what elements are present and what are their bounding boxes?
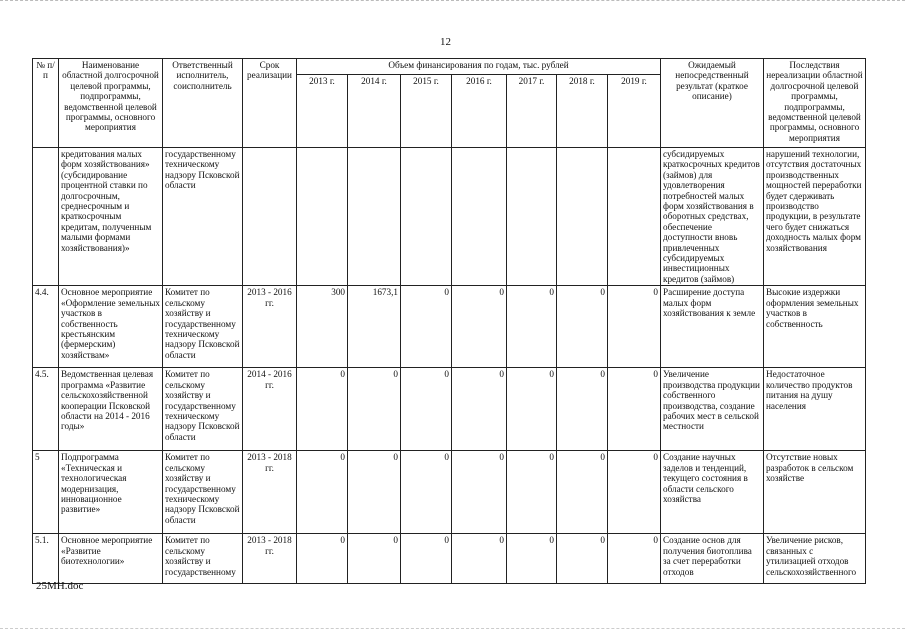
row-name: Основное мероприятие «Оформление земельных участков в собственность крестьянским (фермерским) хозяйствам» xyxy=(59,286,163,368)
row-name: кредитования малых форм хозяйствования» (субсидирование процентной ставки по долгосрочным, среднесрочным и краткосрочным кредитам, полученным малыми формами хозяйствования)» xyxy=(59,148,163,286)
row-value: 0 xyxy=(452,286,507,368)
footer-filename: 25MH.doc xyxy=(36,580,84,592)
row-executor: Комитет по сельскому хозяйству и государственному xyxy=(163,534,243,584)
row-number: 4.4. xyxy=(33,286,59,368)
row-value: 1673,1 xyxy=(348,286,401,368)
header-year: 2014 г. xyxy=(348,75,401,148)
row-executor: Комитет по сельскому хозяйству и государственному техническому надзору Псковской области xyxy=(163,451,243,534)
row-value: 0 xyxy=(348,451,401,534)
row-value: 0 xyxy=(557,451,608,534)
row-value xyxy=(452,148,507,286)
row-value: 0 xyxy=(608,368,661,451)
scan-edge-top xyxy=(0,0,905,6)
row-value: 0 xyxy=(608,286,661,368)
row-value: 0 xyxy=(452,451,507,534)
row-result: Расширение доступа малых форм хозяйствования к земле xyxy=(661,286,764,368)
row-consequence: нарушений технологии, отсутствия достаточных производственных мощностей переработки будет сдерживать производство продукции, в результате чего будет снижаться доходность малых форм хозяйствования xyxy=(764,148,866,286)
header-term: Срок реализации xyxy=(243,59,297,148)
row-consequence: Увеличение рисков, связанных с утилизацией отходов сельскохозяйственного xyxy=(764,534,866,584)
header-row xyxy=(33,59,866,75)
row-value xyxy=(348,148,401,286)
header-name: Наименование областной долгосрочной целевой программы, подпрограммы, ведомственной целевой программы, основного мероприятия xyxy=(59,59,163,148)
row-value: 0 xyxy=(297,534,348,584)
row-term xyxy=(243,148,297,286)
row-value: 0 xyxy=(401,286,452,368)
row-value: 0 xyxy=(401,534,452,584)
row-term: 2014 - 2016 гг. xyxy=(243,368,297,451)
table-row xyxy=(33,534,866,584)
header-result: Ожидаемый непосредственный результат (краткое описание) xyxy=(661,59,764,148)
page-number: 12 xyxy=(440,36,451,48)
header-volume: Объем финансирования по годам, тыс. рублей xyxy=(297,59,661,75)
header-consequence: Последствия нереализации областной долгосрочной целевой программы, подпрограммы, ведомственной целевой программы, основного мероприятия xyxy=(764,59,866,148)
row-consequence: Высокие издержки оформления земельных участков в собственность xyxy=(764,286,866,368)
header-year: 2017 г. xyxy=(507,75,557,148)
row-value: 0 xyxy=(452,368,507,451)
row-value: 300 xyxy=(297,286,348,368)
header-year: 2019 г. xyxy=(608,75,661,148)
row-value: 0 xyxy=(557,534,608,584)
row-consequence: Недостаточное количество продуктов питания на душу населения xyxy=(764,368,866,451)
table-row xyxy=(33,286,866,368)
row-number: 5 xyxy=(33,451,59,534)
row-value: 0 xyxy=(507,368,557,451)
row-value: 0 xyxy=(401,451,452,534)
row-value: 0 xyxy=(401,368,452,451)
scan-edge-bottom xyxy=(0,628,905,640)
table-row xyxy=(33,368,866,451)
header-year: 2018 г. xyxy=(557,75,608,148)
header-year: 2016 г. xyxy=(452,75,507,148)
row-executor: государственному техническому надзору Псковской области xyxy=(163,148,243,286)
row-number xyxy=(33,148,59,286)
row-name: Подпрограмма «Техническая и технологическая модернизация, инновационное развитие» xyxy=(59,451,163,534)
row-value: 0 xyxy=(608,534,661,584)
row-name: Ведомственная целевая программа «Развитие сельскохозяйственной кооперации Псковской области на 2014 - 2016 годы» xyxy=(59,368,163,451)
row-name: Основное мероприятие «Развитие биотехнологии» xyxy=(59,534,163,584)
row-value: 0 xyxy=(507,286,557,368)
row-value xyxy=(608,148,661,286)
row-executor: Комитет по сельскому хозяйству и государственному техническому надзору Псковской области xyxy=(163,368,243,451)
header-year: 2013 г. xyxy=(297,75,348,148)
row-value: 0 xyxy=(557,286,608,368)
row-value: 0 xyxy=(297,451,348,534)
row-value xyxy=(401,148,452,286)
row-value: 0 xyxy=(557,368,608,451)
row-result: Создание научных заделов и тенденций, текущего состояния в области сельского хозяйства xyxy=(661,451,764,534)
row-number: 5.1. xyxy=(33,534,59,584)
row-term: 2013 - 2018 гг. xyxy=(243,451,297,534)
row-term: 2013 - 2018 гг. xyxy=(243,534,297,584)
header-executor: Ответственный исполнитель, соисполнитель xyxy=(163,59,243,148)
row-result: Увеличение производства продукции собственного производства, создание рабочих мест в сельской местности xyxy=(661,368,764,451)
row-consequence: Отсутствие новых разработок в сельском хозяйстве xyxy=(764,451,866,534)
table-row xyxy=(33,451,866,534)
row-value xyxy=(297,148,348,286)
table-row xyxy=(33,148,866,286)
row-value: 0 xyxy=(348,368,401,451)
row-value: 0 xyxy=(507,534,557,584)
row-number: 4.5. xyxy=(33,368,59,451)
row-value xyxy=(507,148,557,286)
financing-table xyxy=(32,58,866,584)
row-result: субсидируемых краткосрочных кредитов (займов) для удовлетворения потребностей малых форм хозяйствования в оборотных средствах, обеспечение доступности вновь привлеченных субсидируемых инвестиционных кредитов (займов) xyxy=(661,148,764,286)
row-result: Создание основ для получения биотоплива за счет переработки отходов xyxy=(661,534,764,584)
row-value: 0 xyxy=(608,451,661,534)
header-year: 2015 г. xyxy=(401,75,452,148)
header-no: № п/п xyxy=(33,59,59,148)
row-value: 0 xyxy=(452,534,507,584)
row-value: 0 xyxy=(297,368,348,451)
row-value: 0 xyxy=(348,534,401,584)
row-term: 2013 - 2016 гг. xyxy=(243,286,297,368)
row-value xyxy=(557,148,608,286)
row-executor: Комитет по сельскому хозяйству и государственному техническому надзору Псковской области xyxy=(163,286,243,368)
row-value: 0 xyxy=(507,451,557,534)
